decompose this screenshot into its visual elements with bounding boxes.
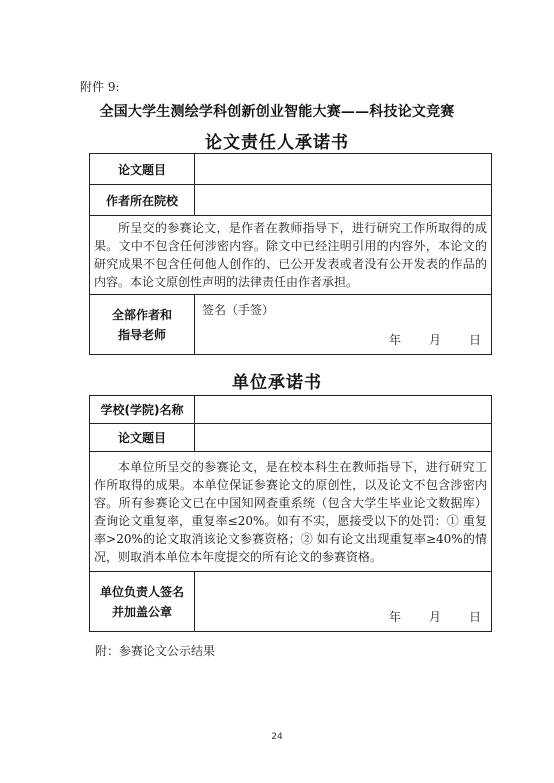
author-commitment-title: 论文责任人承诺书 xyxy=(205,133,349,153)
unit-statement: 本单位所呈交的参赛论文，是在校本科生在教师指导下，进行研究工作所取得的成果。本单位保证参赛论文的原创性，以及论文不包含涉密内容。所有参赛论文已在中国知网查重系统（包含大学生毕业论文数据库）查询论文重复率，重复率≤20%。如有不实，愿接受以下的处罚：① 重复率>20%的论文取消该论文参赛资格；② 如有论文出现重复率≥40%的情况，则取消本单位本年度提交的所有论文的参赛资格。 xyxy=(90,452,492,572)
author-sign-label-line2: 指导老师 xyxy=(117,327,166,342)
unit-commitment-title: 单位承诺书 xyxy=(232,373,322,393)
author-commitment-table xyxy=(89,153,492,355)
author-school-field[interactable] xyxy=(195,185,492,216)
signature-hint: 签名（手签） xyxy=(202,303,275,317)
unit-paper-title-label: 论文题目 xyxy=(90,424,195,452)
author-sign-label xyxy=(90,295,195,355)
unit-commitment-table xyxy=(89,395,492,632)
author-school-label: 作者所在院校 xyxy=(90,185,195,216)
unit-paper-title-field[interactable] xyxy=(195,424,492,452)
footer-note: 附：参赛论文公示结果 xyxy=(95,644,216,658)
date-day: 日 xyxy=(468,610,481,624)
unit-sign-label-line1: 单位负责人签名 xyxy=(99,584,184,599)
unit-sign-label xyxy=(90,572,195,632)
author-sign-label-line1: 全部作者和 xyxy=(111,307,172,322)
unit-signature-field[interactable] xyxy=(195,572,492,632)
author-statement: 所呈交的参赛论文，是作者在教师指导下，进行研究工作所取得的成果。文中不包含任何涉密内容。除文中已经注明引用的内容外，本论文的研究成果不包含任何他人创作的、已公开发表或者没有公开发表的作品的内容。本论文原创性声明的法律责任由作者承担。 xyxy=(90,216,492,295)
date-day: 日 xyxy=(468,333,481,347)
paper-title-field[interactable] xyxy=(195,154,492,185)
author-date xyxy=(389,331,481,348)
school-name-label: 学校(学院)名称 xyxy=(90,396,195,424)
author-signature-field[interactable] xyxy=(195,295,492,355)
unit-date xyxy=(389,608,481,625)
main-title: 全国大学生测绘学科创新创业智能大赛——科技论文竞赛 xyxy=(99,104,455,120)
school-name-field[interactable] xyxy=(195,396,492,424)
page-number: 24 xyxy=(271,732,283,742)
date-month: 月 xyxy=(428,610,441,624)
unit-sign-label-line2: 并加盖公章 xyxy=(111,604,172,619)
paper-title-label: 论文题目 xyxy=(90,154,195,185)
date-year: 年 xyxy=(388,333,401,347)
date-year: 年 xyxy=(388,610,401,624)
date-month: 月 xyxy=(428,333,441,347)
attachment-label: 附件 9: xyxy=(80,80,120,94)
